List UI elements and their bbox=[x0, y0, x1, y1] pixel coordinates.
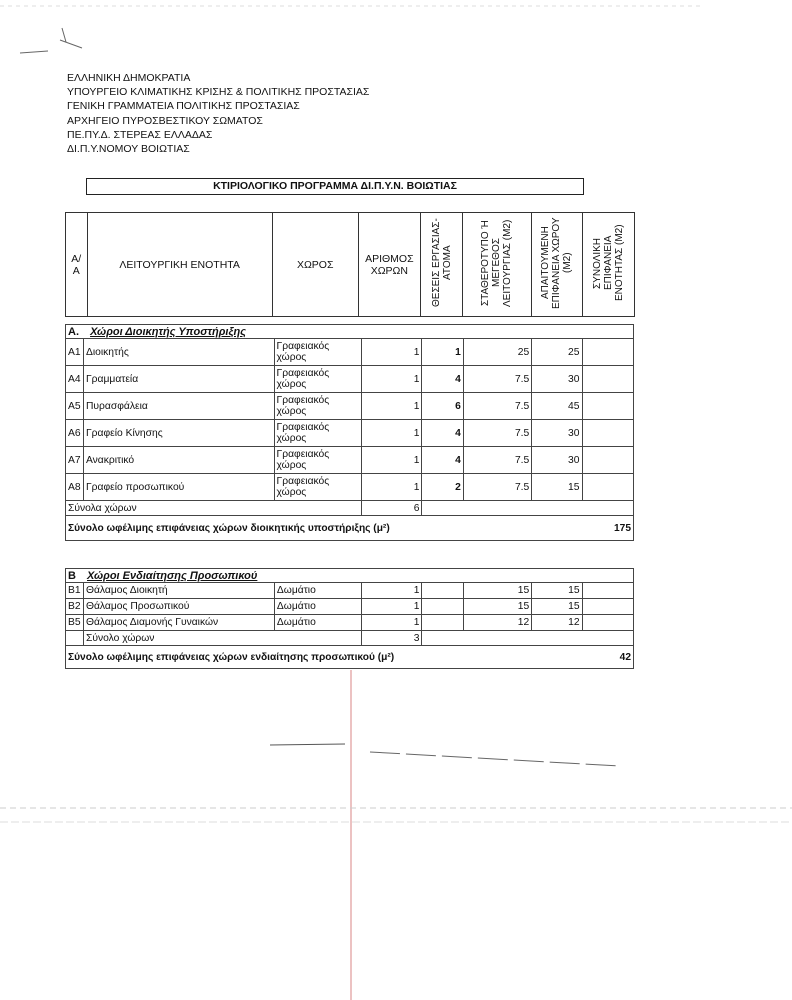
section-a-heading bbox=[66, 325, 634, 339]
row-code: Α1 bbox=[66, 339, 84, 366]
col-header-total-label: ΣΥΝΟΛΙΚΗ ΕΠΙΦΑΝΕΙΑ ΕΝΟΤΗΤΑΣ (Μ2) bbox=[591, 224, 625, 302]
section-b-title: Χώροι Ενδιαίτησης Προσωπικού bbox=[87, 569, 258, 582]
sum-label: Σύνολα χώρων bbox=[66, 501, 362, 516]
row-standard: 7.5 bbox=[463, 366, 531, 393]
section-a-table bbox=[65, 324, 634, 541]
row-space: Δωμάτιο bbox=[274, 615, 361, 631]
total-label: Σύνολο ωφέλιμης επιφάνειας χώρων διοικητικής υποστήριξης (μ²) bbox=[66, 516, 583, 541]
row-standard: 15 bbox=[463, 599, 532, 615]
row-required: 30 bbox=[532, 420, 582, 447]
row-total bbox=[582, 599, 633, 615]
column-header-row bbox=[66, 213, 635, 317]
section-b-heading bbox=[66, 569, 634, 583]
col-header-standard bbox=[462, 213, 531, 317]
row-total bbox=[582, 474, 634, 501]
row-positions bbox=[422, 599, 463, 615]
col-header-required-label: ΑΠΑΙΤΟΥΜΕΝΗ ΕΠΙΦΑΝΕΙΑ ΧΩΡΟΥ (Μ2) bbox=[540, 217, 574, 309]
row-space: Γραφειακός χώρος bbox=[274, 366, 361, 393]
sum-label: Σύνολο χώρων bbox=[83, 631, 361, 646]
row-positions: 2 bbox=[422, 474, 463, 501]
table-row bbox=[66, 366, 634, 393]
row-total bbox=[582, 366, 634, 393]
table-row bbox=[66, 447, 634, 474]
row-code: Α4 bbox=[66, 366, 84, 393]
row-count: 1 bbox=[362, 339, 422, 366]
sum-count: 6 bbox=[362, 501, 422, 516]
section-b-letter: Β bbox=[68, 569, 76, 582]
row-standard: 7.5 bbox=[463, 447, 531, 474]
issuer-header bbox=[67, 71, 369, 156]
row-standard: 15 bbox=[463, 583, 532, 599]
row-total bbox=[582, 393, 634, 420]
row-count: 1 bbox=[362, 420, 422, 447]
row-name: Ανακριτικό bbox=[83, 447, 274, 474]
row-code: Α5 bbox=[66, 393, 84, 420]
header-line: ΠΕ.ΠΥ.Δ. ΣΤΕΡΕΑΣ ΕΛΛΑΔΑΣ bbox=[67, 128, 213, 141]
col-header-positions-label: ΘΕΣΕΙΣ ΕΡΓΑΣΙΑΣ-ΑΤΟΜΑ bbox=[430, 218, 453, 308]
row-name: Γραφείο προσωπικού bbox=[83, 474, 274, 501]
row-count: 1 bbox=[361, 583, 422, 599]
row-required: 25 bbox=[532, 339, 582, 366]
row-space: Γραφειακός χώρος bbox=[274, 420, 361, 447]
section-a-sum-row bbox=[66, 501, 634, 516]
row-code: Α7 bbox=[66, 447, 84, 474]
row-count: 1 bbox=[361, 599, 422, 615]
row-count: 1 bbox=[362, 366, 422, 393]
row-name: Πυρασφάλεια bbox=[83, 393, 274, 420]
row-space: Γραφειακός χώρος bbox=[274, 393, 361, 420]
row-standard: 12 bbox=[463, 615, 532, 631]
row-positions: 4 bbox=[422, 447, 463, 474]
section-b-total-row bbox=[66, 646, 634, 669]
row-total bbox=[582, 447, 634, 474]
row-required: 30 bbox=[532, 447, 582, 474]
row-required: 15 bbox=[532, 583, 582, 599]
row-standard: 7.5 bbox=[463, 393, 531, 420]
row-count: 1 bbox=[362, 393, 422, 420]
row-space: Δωμάτιο bbox=[274, 583, 361, 599]
row-total bbox=[582, 339, 634, 366]
section-a-letter: Α. bbox=[68, 325, 79, 338]
row-positions bbox=[422, 583, 463, 599]
header-line: ΕΛΛΗΝΙΚΗ ΔΗΜΟΚΡΑΤΙΑ bbox=[67, 72, 191, 84]
row-required: 15 bbox=[532, 599, 582, 615]
row-standard: 7.5 bbox=[463, 420, 531, 447]
row-positions: 6 bbox=[422, 393, 463, 420]
table-row bbox=[66, 420, 634, 447]
header-line: ΑΡΧΗΓΕΙΟ ΠΥΡΟΣΒΕΣΤΙΚΟΥ ΣΩΜΑΤΟΣ bbox=[67, 114, 263, 127]
row-count: 1 bbox=[362, 447, 422, 474]
row-positions: 4 bbox=[422, 366, 463, 393]
row-name: Θάλαμος Διοικητή bbox=[83, 583, 274, 599]
row-code: Α6 bbox=[66, 420, 84, 447]
section-b-table bbox=[65, 568, 634, 669]
table-row bbox=[66, 339, 634, 366]
row-count: 1 bbox=[361, 615, 422, 631]
row-space: Γραφειακός χώρος bbox=[274, 447, 361, 474]
table-row bbox=[66, 615, 634, 631]
row-space: Δωμάτιο bbox=[274, 599, 361, 615]
col-header-unit: ΛΕΙΤΟΥΡΓΙΚΗ ΕΝΟΤΗΤΑ bbox=[87, 213, 272, 317]
col-header-total bbox=[582, 213, 634, 317]
row-total bbox=[582, 420, 634, 447]
table-row bbox=[66, 583, 634, 599]
row-code: Β1 bbox=[66, 583, 84, 599]
row-name: Γραφείο Κίνησης bbox=[83, 420, 274, 447]
row-positions: 1 bbox=[422, 339, 463, 366]
row-name: Θάλαμος Προσωπικού bbox=[83, 599, 274, 615]
row-required: 30 bbox=[532, 366, 582, 393]
section-a-total-row bbox=[66, 516, 634, 541]
row-code: Β2 bbox=[66, 599, 84, 615]
total-label: Σύνολο ωφέλιμης επιφάνειας χώρων ενδιαίτησης προσωπικού (μ²) bbox=[66, 646, 583, 669]
row-standard: 25 bbox=[463, 339, 531, 366]
document-title: ΚΤΙΡΙΟΛΟΓΙΚΟ ΠΡΟΓΡΑΜΜΑ ΔΙ.Π.Υ.Ν. ΒΟΙΩΤΙΑΣ bbox=[86, 178, 584, 195]
row-code: Α8 bbox=[66, 474, 84, 501]
row-code: Β5 bbox=[66, 615, 84, 631]
col-header-aa: Α/Α bbox=[66, 213, 88, 317]
table-row bbox=[66, 393, 634, 420]
row-positions bbox=[422, 615, 463, 631]
row-name: Θάλαμος Διαμονής Γυναικών bbox=[83, 615, 274, 631]
row-required: 45 bbox=[532, 393, 582, 420]
sum-count: 3 bbox=[361, 631, 422, 646]
table-row bbox=[66, 599, 634, 615]
col-header-count: ΑΡΙΘΜΟΣ ΧΩΡΩΝ bbox=[358, 213, 420, 317]
row-total bbox=[582, 615, 633, 631]
total-value: 175 bbox=[582, 516, 634, 541]
section-a-title: Χώροι Διοικητής Υποστήριξης bbox=[90, 325, 247, 338]
col-header-standard-label: ΣΤΑΘΕΡΟΤΥΠΟ Ή ΜΕΓΕΘΟΣ ΛΕΙΤΟΥΡΓΙΑΣ (Μ2) bbox=[480, 219, 514, 307]
row-required: 15 bbox=[532, 474, 582, 501]
row-name: Γραμματεία bbox=[83, 366, 274, 393]
row-total bbox=[582, 583, 633, 599]
row-standard: 7.5 bbox=[463, 474, 531, 501]
table-row bbox=[66, 474, 634, 501]
row-space: Γραφειακός χώρος bbox=[274, 474, 361, 501]
section-b-sum-row bbox=[66, 631, 634, 646]
row-space: Γραφειακός χώρος bbox=[274, 339, 361, 366]
row-positions: 4 bbox=[422, 420, 463, 447]
column-header-table bbox=[65, 212, 635, 317]
col-header-required bbox=[531, 213, 582, 317]
row-count: 1 bbox=[362, 474, 422, 501]
header-line: ΓΕΝΙΚΗ ΓΡΑΜΜΑΤΕΙΑ ΠΟΛΙΤΙΚΗΣ ΠΡΟΣΤΑΣΙΑΣ bbox=[67, 100, 300, 113]
header-line: ΥΠΟΥΡΓΕΙΟ ΚΛΙΜΑΤΙΚΗΣ ΚΡΙΣΗΣ & ΠΟΛΙΤΙΚΗΣ ΠΡΟΣΤΑΣΙΑΣ bbox=[67, 86, 370, 99]
row-required: 12 bbox=[532, 615, 582, 631]
row-name: Διοικητής bbox=[83, 339, 274, 366]
col-header-positions bbox=[421, 213, 463, 317]
total-value: 42 bbox=[582, 646, 633, 669]
col-header-space: ΧΩΡΟΣ bbox=[272, 213, 358, 317]
header-line: ΔΙ.Π.Υ.ΝΟΜΟΥ ΒΟΙΩΤΙΑΣ bbox=[67, 143, 190, 156]
